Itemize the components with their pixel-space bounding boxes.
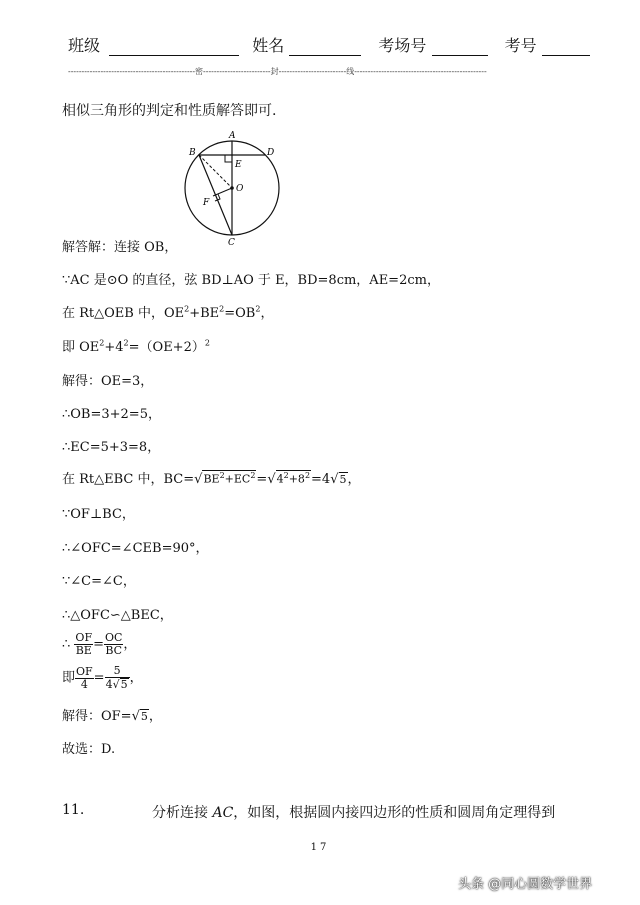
name-blank <box>289 39 361 56</box>
label-a: A <box>229 131 236 141</box>
exam-no-blank <box>542 39 590 56</box>
solution-line-13: ∴ $\frac{OF}{BE}$ = $\frac{OC}{BC}$ ， <box>62 631 137 657</box>
label-f: F <box>203 198 210 208</box>
fraction-of-4: $\frac{OF}{4}$ <box>76 664 93 691</box>
room-label: 考场号 <box>378 36 427 55</box>
solution-line-15: 解得：OF=√5， <box>62 709 162 724</box>
solution-line-3: 在 Rt△OEB 中，$OE^2+BE^2=OB^2$， <box>62 304 274 321</box>
class-blank <box>109 39 239 56</box>
label-e: E <box>235 160 242 170</box>
name-label: 姓名 <box>252 36 285 55</box>
radical-1: $BE^2+EC^2$ <box>203 471 256 486</box>
radical-of: 5 <box>140 710 148 723</box>
exam-no-label: 考号 <box>504 36 537 55</box>
solution-line-10: ∴∠OFC=∠CEB=90°， <box>62 541 209 556</box>
class-label: 班级 <box>68 36 101 55</box>
radical-3: 5 <box>339 473 347 486</box>
solution-line-1: 解答解：连接 OB， <box>62 240 178 255</box>
solution-line-4: 即 $OE^2+4^2=(OE+2)^2$ <box>62 338 210 355</box>
segment-ob-dashed <box>199 155 232 188</box>
solution-line-16: 故选：D. <box>62 742 116 757</box>
solution-line-9: ∵OF⊥BC， <box>62 507 135 522</box>
fraction-oc-bc: $\frac{OC}{BC}$ <box>104 631 123 657</box>
solution-line-5: 解得：OE=3， <box>62 374 154 389</box>
question-11-text: 分析连接 AC，如图，根据圆内接四边形的性质和圆周角定理得到 <box>152 805 556 821</box>
solution-line-8: 在 Rt△EBC 中，$BC=√BE^2+EC^2=√4^2+8^2=4√5$， <box>62 471 361 487</box>
watermark: 头条 @同心圆数学世界 <box>458 877 593 892</box>
radical-2: $4^2+8^2$ <box>276 471 311 486</box>
label-d: D <box>267 148 275 158</box>
fraction-5-4root5: $\frac{5}{4√5}$ <box>105 664 128 691</box>
solution-line-11: ∵∠C=∠C， <box>62 574 136 589</box>
exam-header <box>68 33 590 56</box>
center-o-dot <box>230 186 234 190</box>
fraction-of-be: $\frac{OF}{BE}$ <box>75 631 93 657</box>
seal-line: -----------------------------------------------密-------------------------封-------------------------线------------------------------------------------- <box>68 67 487 76</box>
solution-line-6: ∴OB=3+2=5， <box>62 407 161 422</box>
page-number: 17 <box>310 842 330 853</box>
solution-line-14: 即 $\frac{OF}{4}$ = $\frac{5}{4√5}$ ， <box>62 664 143 691</box>
question-number: 11. <box>62 802 85 818</box>
question-11 <box>62 802 556 821</box>
room-blank <box>432 39 488 56</box>
label-o: O <box>236 184 244 194</box>
right-angle-e <box>225 155 232 162</box>
solution-line-2: ∵AC 是⊙O 的直径，弦 BD⊥AO 于 E，BD=8cm，AE=2cm， <box>62 273 440 288</box>
intro-text: 相似三角形的判定和性质解答即可. <box>62 103 277 119</box>
label-b: B <box>189 148 196 158</box>
solution-line-12: ∴△OFC∽△BEC， <box>62 608 173 623</box>
segment-of <box>213 188 232 196</box>
circle-figure <box>178 128 290 248</box>
solution-line-7: ∴EC=5+3=8， <box>62 440 161 455</box>
label-c: C <box>228 238 235 248</box>
